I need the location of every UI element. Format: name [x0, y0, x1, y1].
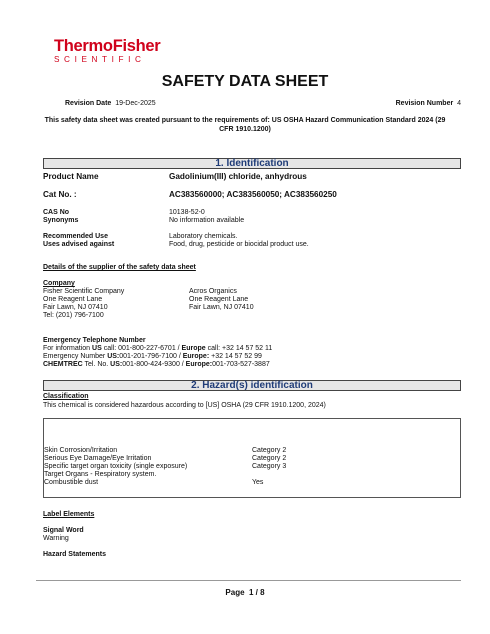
emergency-region: CHEMTREC	[43, 361, 83, 368]
emergency-region: US:	[110, 361, 123, 368]
uses-advised-against-value: Food, drug, pesticide or biocidal product use.	[169, 241, 309, 248]
revision-date-label: Revision Date	[65, 100, 112, 107]
footer-divider	[36, 580, 461, 581]
synonyms-value: No information available	[169, 217, 245, 224]
company2-line: One Reagent Lane	[189, 296, 249, 303]
hazard-name: Skin Corrosion/Irritation	[44, 447, 118, 454]
hazard-name: Target Organs - Respiratory system.	[44, 471, 157, 478]
company-label: Company	[43, 280, 75, 287]
hazard-name: Serious Eye Damage/Eye Irritation	[44, 455, 152, 462]
cas-no-value: 10138-52-0	[169, 209, 205, 216]
revision-date	[65, 100, 156, 107]
page-number: Page 1 / 8	[225, 588, 265, 597]
emergency-heading: Emergency Telephone Number	[43, 337, 146, 344]
page-label: Page	[225, 588, 245, 597]
recommended-use-value: Laboratory chemicals.	[169, 233, 238, 240]
emergency-text: Tel. No.	[82, 361, 111, 368]
hazard-statements-heading: Hazard Statements	[43, 551, 107, 558]
revision-number	[396, 100, 461, 107]
page-total: 8	[260, 588, 265, 597]
emergency-text: For information	[43, 345, 93, 352]
hazard-category: Category 3	[252, 463, 287, 470]
emergency-text: call: +32 14 57 52 11	[205, 345, 273, 352]
emergency-text: 001-201-796-7100 /	[119, 353, 183, 360]
emergency-text: call: 001-800-227-6701 /	[101, 345, 182, 352]
hazard-name: Specific target organ toxicity (single exposure)	[44, 463, 188, 470]
hazard-category: Category 2	[252, 447, 287, 454]
supplier-heading: Details of the supplier of the safety data sheet	[43, 264, 196, 271]
revision-number-value: 4	[457, 100, 461, 107]
company2-line: Fair Lawn, NJ 07410	[189, 304, 254, 311]
company-line: Tel: (201) 796-7100	[43, 312, 104, 319]
section-2-title: 2. Hazard(s) identification	[191, 380, 313, 391]
revision-date-value: 19-Dec-2025	[115, 100, 156, 107]
statement-line-1: This safety data sheet was created pursuant to the requirements of: US OSHA Hazard Communication Standard 2024 (29	[44, 117, 446, 124]
cat-no-value: AC383560000; AC383560050; AC383560250	[169, 190, 337, 199]
section-1-header	[43, 158, 461, 169]
product-name-value: Gadolinium(III) chloride, anhydrous	[169, 172, 307, 181]
cas-no-label: CAS No	[43, 209, 70, 216]
logo-subtitle: SCIENTIFIC	[54, 55, 146, 64]
company-line: Fisher Scientific Company	[43, 288, 125, 295]
product-name-label: Product Name	[43, 172, 99, 181]
section-1-title: 1. Identification	[215, 158, 289, 169]
emergency-region: US	[92, 345, 102, 352]
recommended-use-label: Recommended Use	[43, 233, 108, 240]
emergency-region: Europe:	[182, 353, 210, 360]
hazard-name: Combustible dust	[44, 479, 99, 486]
uses-advised-against-label: Uses advised against	[43, 241, 115, 248]
logo-wordmark: ThermoFisher	[54, 37, 161, 55]
emergency-text: Emergency Number	[43, 353, 108, 360]
hazard-category: Category 2	[252, 455, 287, 462]
page-current: 1	[249, 588, 254, 597]
emergency-line-2	[43, 353, 262, 360]
synonyms-label: Synonyms	[43, 217, 79, 224]
company-line: One Reagent Lane	[43, 296, 103, 303]
emergency-text: 001-703-527-3887	[212, 361, 270, 368]
label-elements-heading: Label Elements	[43, 511, 95, 518]
section-2-header	[43, 380, 461, 391]
classification-text: This chemical is considered hazardous according to [US] OSHA (29 CFR 1910.1200, 2024)	[43, 402, 326, 409]
signal-word-label: Signal Word	[43, 527, 84, 534]
emergency-region: Europe:	[185, 361, 213, 368]
emergency-region: US:	[107, 353, 120, 360]
page-title: SAFETY DATA SHEET	[161, 73, 329, 90]
emergency-region: Europe	[181, 345, 206, 352]
hazard-category: Yes	[252, 479, 264, 486]
emergency-text: +32 14 57 52 99	[209, 353, 262, 360]
statement-line-2: CFR 1910.1200)	[219, 126, 271, 133]
company2-line: Acros Organics	[189, 288, 237, 295]
company-line: Fair Lawn, NJ 07410	[43, 304, 108, 311]
emergency-line-1	[43, 345, 272, 352]
revision-number-label: Revision Number	[395, 100, 454, 107]
classification-label: Classification	[43, 393, 89, 400]
emergency-text: 001-800-424-9300 /	[122, 361, 186, 368]
cat-no-label: Cat No. :	[43, 190, 77, 199]
signal-word-value: Warning	[43, 535, 69, 542]
emergency-line-3	[43, 361, 270, 368]
